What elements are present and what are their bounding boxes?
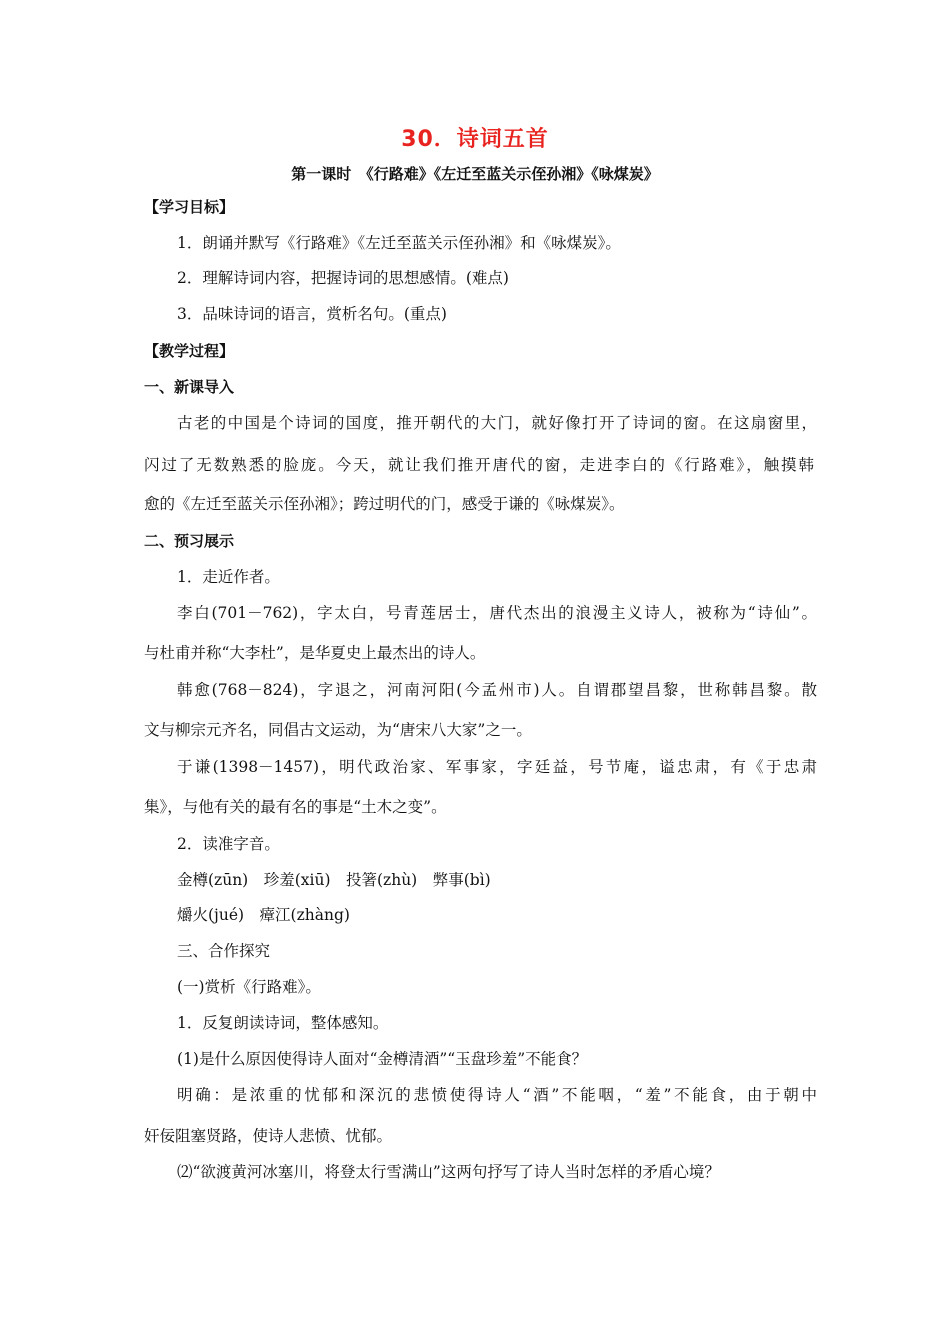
question-line: (1)是什么原因使得诗人面对“金樽清酒”“玉盘珍羞”不能食？	[177, 1050, 588, 1068]
section-heading: 三、合作探究	[177, 942, 271, 960]
objective-item: 3．品味诗词的语言，赏析名句。(重点)	[177, 305, 447, 323]
paragraph-line: 李白(701－762)，字太白，号青莲居士，唐代杰出的浪漫主义诗人，被称为“诗仙”。	[177, 604, 817, 622]
pronunciation-row: 金樽(zūn) 珍羞(xiū) 投箸(zhù) 弊事(bì)	[177, 871, 491, 889]
subsection-heading: (一)赏析《行路难》。	[177, 978, 321, 996]
list-item: 1．走近作者。	[177, 568, 280, 586]
objectives-heading: 【学习目标】	[144, 198, 235, 216]
objective-item: 1．朗诵并默写《行路难》《左迁至蓝关示侄孙湘》和《咏煤炭》。	[177, 234, 621, 252]
paragraph-line: 韩愈(768－824)，字退之，河南河阳(今孟州市)人。自谓郡望昌黎，世称韩昌黎。散	[177, 681, 817, 699]
paragraph-line: 集》，与他有关的最有名的事是“土木之变”。	[144, 798, 447, 816]
paragraph-line: 古老的中国是个诗词的国度，推开朝代的大门，就好像打开了诗词的窗。在这扇窗里，	[177, 414, 817, 432]
paragraph-line: 闪过了无数熟悉的脸庞。今天，就让我们推开唐代的窗，走进李白的《行路难》，触摸韩	[144, 456, 814, 474]
paragraph-line: 文与柳宗元齐名，同倡古文运动，为“唐宋八大家”之一。	[144, 721, 532, 739]
page-subtitle: 第一课时 《行路难》《左迁至蓝关示侄孙湘》《咏煤炭》	[291, 165, 659, 183]
answer-line: 明确：是浓重的忧郁和深沉的悲愤使得诗人“酒”不能咽，“羞”不能食，由于朝中	[177, 1086, 817, 1104]
list-item: 2．读准字音。	[177, 835, 280, 853]
paragraph-line: 与杜甫并称“大李杜”，是华夏史上最杰出的诗人。	[144, 644, 486, 662]
section-heading: 一、新课导入	[144, 378, 235, 396]
section-heading: 二、预习展示	[144, 532, 235, 550]
process-heading: 【教学过程】	[144, 342, 235, 360]
pronunciation-row: 爝火(jué) 瘴江(zhàng)	[177, 906, 350, 924]
list-item: 1．反复朗读诗词，整体感知。	[177, 1014, 389, 1032]
paragraph-line: 愈的《左迁至蓝关示侄孙湘》；跨过明代的门，感受于谦的《咏煤炭》。	[144, 495, 625, 513]
answer-line: 奸佞阻塞贤路，使诗人悲愤、忧郁。	[144, 1127, 393, 1145]
question-line: ⑵“欲渡黄河冰塞川，将登太行雪满山”这两句抒写了诗人当时怎样的矛盾心境？	[177, 1163, 720, 1181]
paragraph-line: 于谦(1398－1457)，明代政治家、军事家，字廷益，号节庵，谥忠肃，有《于忠肃	[177, 758, 817, 776]
objective-item: 2．理解诗词内容，把握诗词的思想感情。(难点)	[177, 269, 509, 287]
page-title: 30．诗词五首	[401, 127, 549, 152]
